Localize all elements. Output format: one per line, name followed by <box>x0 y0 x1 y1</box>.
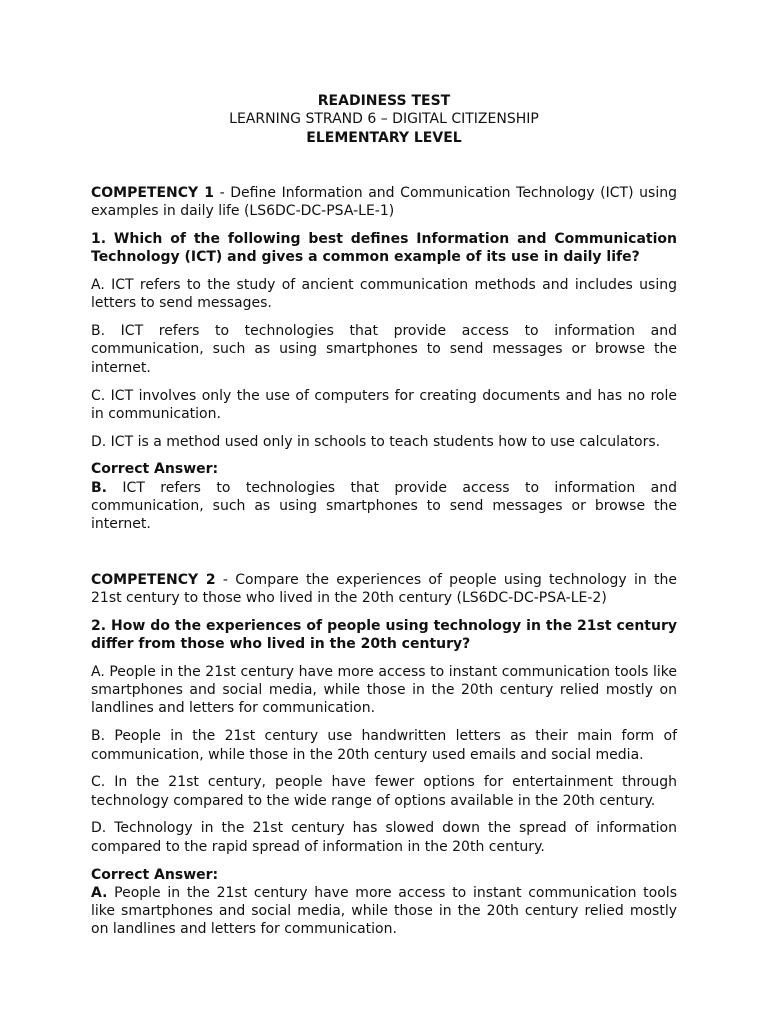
correct-answer-letter: A. <box>91 884 108 901</box>
option-a: A. ICT refers to the study of ancient communication methods and includes using letters to send messages. <box>91 277 677 312</box>
learning-strand: LEARNING STRAND 6 – DIGITAL CITIZENSHIP <box>229 111 539 128</box>
correct-answer-block <box>91 866 677 939</box>
document-page <box>91 92 677 939</box>
competency-text: - Compare the experiences of people using technology in the 21st century to those who lived in the 20th century (LS6DC-DC-PSA-LE-2) <box>91 571 678 606</box>
competency-label: COMPETENCY 1 <box>91 184 214 201</box>
document-title: READINESS TEST <box>317 93 451 109</box>
competency-label: COMPETENCY 2 <box>91 571 216 588</box>
section-spacer <box>91 534 677 571</box>
question-text: 1. Which of the following best defines Information and Communication Technology (ICT) and gives a common example of its use in daily life? <box>91 230 677 266</box>
competency-section-2 <box>91 571 677 939</box>
correct-answer-heading: Correct Answer: <box>91 866 219 883</box>
option-b: B. ICT refers to technologies that provide access to information and communication, such as using smartphones to send messages or browse the internet. <box>91 323 677 376</box>
competency-statement <box>91 571 677 608</box>
option-d: D. ICT is a method used only in schools to teach students how to use calculators. <box>91 433 661 450</box>
correct-answer-letter: B. <box>91 479 107 496</box>
correct-answer-text: People in the 21st century have more access to instant communication tools like smartphones and social media, while those in the 20th century relied mostly on landlines and letters for communication. <box>91 884 677 938</box>
correct-answer-heading: Correct Answer: <box>91 461 219 478</box>
level-label: ELEMENTARY LEVEL <box>306 129 462 146</box>
option-b: B. People in the 21st century use handwritten letters as their main form of communication, while those in the 20th century used emails and social media. <box>91 728 677 763</box>
option-c: C. ICT involves only the use of computers for creating documents and has no role in communication. <box>91 387 677 422</box>
document-header <box>91 92 677 147</box>
competency-statement <box>91 184 677 221</box>
correct-answer-block <box>91 460 677 533</box>
competency-text: - Define Information and Communication Technology (ICT) using examples in daily life (LS6DC-DC-PSA-LE-1) <box>91 184 677 220</box>
option-a: A. People in the 21st century have more access to instant communication tools like smartphones and social media, while those in the 20th century relied mostly on landlines and letters for communication. <box>91 663 677 717</box>
question-text: 2. How do the experiences of people using technology in the 21st century differ from those who lived in the 20th century? <box>91 617 677 653</box>
correct-answer-text: ICT refers to technologies that provide access to information and communication, such as using smartphones to send messages or browse the internet. <box>91 479 677 533</box>
option-d: D. Technology in the 21st century has slowed down the spread of information compared to the rapid spread of information in the 20th century. <box>91 820 677 855</box>
competency-section-1 <box>91 184 677 534</box>
option-c: C. In the 21st century, people have fewer options for entertainment through technology compared to the wide range of options available in the 20th century. <box>91 774 677 809</box>
